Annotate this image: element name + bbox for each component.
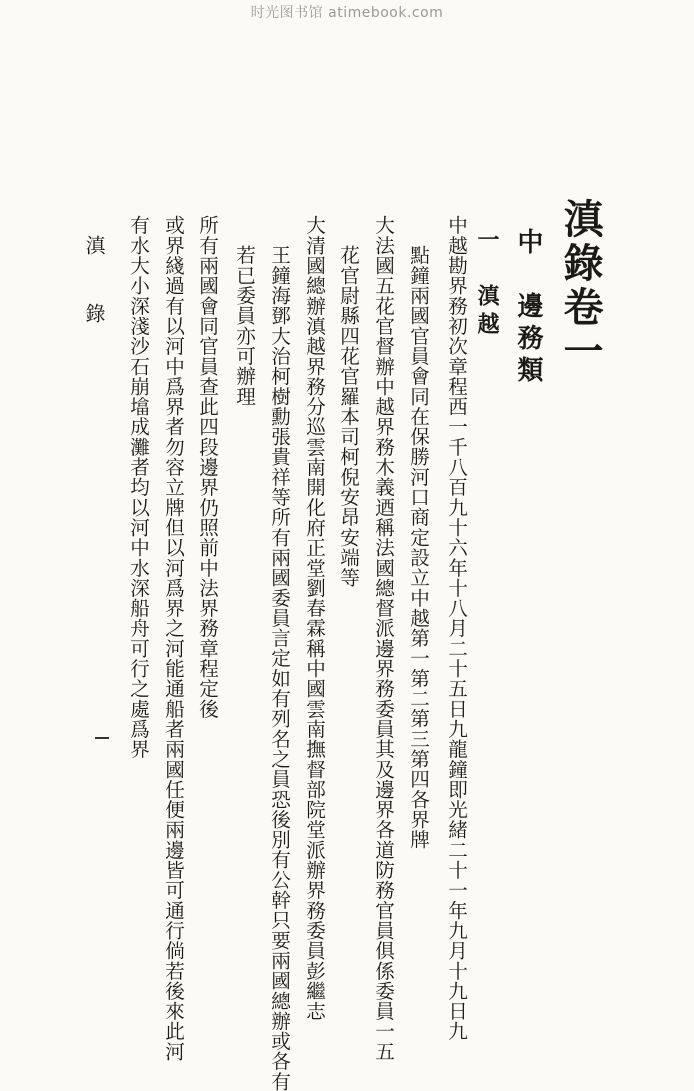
text-column-1: 中越勘界務初次章程西一千八百九十六年十八月二十五日九龍鐘即光緒二十一年九月十九日九 bbox=[444, 215, 468, 1042]
text-column-10: 有水大小深淺沙石崩墖成灘者均以河中水深船舟可行之處爲界 bbox=[126, 215, 150, 760]
text-column-9: 或界綫過有以河中爲界者勿容立牌但以河爲界之河能通船者兩國任便兩邊皆可通行倘若後來此河 bbox=[161, 215, 185, 1062]
text-column-5: 大清國總辦滇越界務分巡雲南開化府正堂劉春霖稱中國雲南撫督部院堂派辦界務委員彭繼志 bbox=[302, 215, 326, 1021]
text-column-8: 所有兩國會同官員查此四段邊界仍照前中法界務章程定後 bbox=[195, 215, 219, 719]
text-column-6: 王鐘海鄧大治柯樹勳張貴祥等所有兩國委員言定如有列名之員恐後別有公幹只要兩國總辦或各有 bbox=[267, 245, 291, 1091]
text-column-4: 花官尉縣四花官羅本司柯倪安昂安端等 bbox=[336, 245, 360, 588]
page-number-mark bbox=[95, 737, 109, 739]
subsection-heading: 一 滇越 bbox=[474, 228, 500, 340]
text-column-7: 若已委員亦可辦理 bbox=[232, 245, 256, 407]
text-column-2: 點鐘兩國官員會同在保勝河口商定設立中越第一第二第三第四各界牌 bbox=[406, 245, 430, 850]
watermark: 时光图书馆 atimebook.com bbox=[250, 5, 444, 21]
volume-title: 滇錄卷一 bbox=[557, 198, 604, 374]
section-heading: 中 邊務類 bbox=[513, 228, 543, 388]
page-footer: 滇錄 bbox=[82, 235, 106, 371]
text-column-3: 大法國五花官督辦中越界務木義迺稱法國總督派邊界務委員其及邊界各道防務官員俱係委員一五 bbox=[371, 215, 395, 1062]
